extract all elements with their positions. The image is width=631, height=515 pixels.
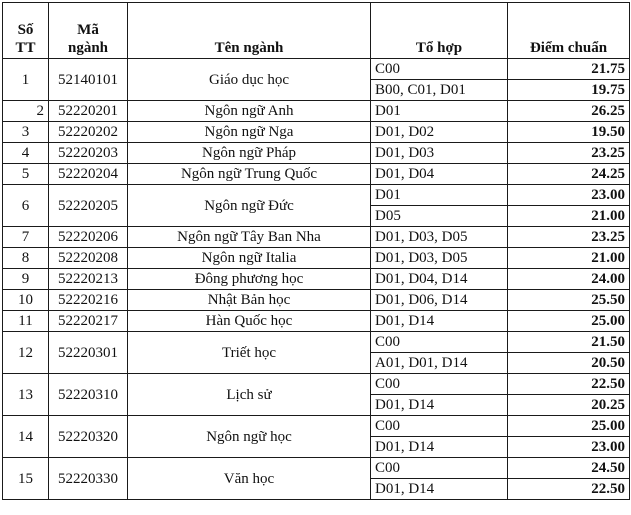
header-code	[49, 3, 128, 59]
cell-subject-combo: C00	[371, 458, 508, 479]
cell-subject-combo: D01, D02	[371, 122, 508, 143]
cell-stt: 7	[3, 227, 49, 248]
cell-major-name: Văn học	[128, 458, 371, 500]
cell-stt: 2	[3, 101, 49, 122]
table-row	[3, 269, 630, 290]
header-row	[3, 3, 630, 59]
cell-subject-combo: D01, D14	[371, 479, 508, 500]
table-row	[3, 290, 630, 311]
cell-major-name: Ngôn ngữ Italia	[128, 248, 371, 269]
cell-subject-combo: D01, D04	[371, 164, 508, 185]
cell-stt: 10	[3, 290, 49, 311]
cell-subject-combo: D01, D06, D14	[371, 290, 508, 311]
cell-subject-combo: D01, D03, D05	[371, 248, 508, 269]
cell-cutoff-score: 23.00	[508, 437, 630, 458]
cell-cutoff-score: 23.25	[508, 227, 630, 248]
cell-stt: 4	[3, 143, 49, 164]
cell-stt: 14	[3, 416, 49, 458]
table-row	[3, 374, 630, 395]
table-row	[3, 458, 630, 479]
cell-cutoff-score: 19.50	[508, 122, 630, 143]
cell-major-name: Hàn Quốc học	[128, 311, 371, 332]
cell-subject-combo: B00, C01, D01	[371, 80, 508, 101]
table-row	[3, 416, 630, 437]
cell-major-name: Ngôn ngữ Pháp	[128, 143, 371, 164]
cell-cutoff-score: 24.25	[508, 164, 630, 185]
cell-subject-combo: A01, D01, D14	[371, 353, 508, 374]
cell-major-name: Ngôn ngữ học	[128, 416, 371, 458]
cell-cutoff-score: 19.75	[508, 80, 630, 101]
cell-stt: 9	[3, 269, 49, 290]
table-row	[3, 227, 630, 248]
cell-stt: 15	[3, 458, 49, 500]
header-stt	[3, 3, 49, 59]
cell-major-code: 52220206	[49, 227, 128, 248]
cell-cutoff-score: 23.00	[508, 185, 630, 206]
cell-subject-combo: D01, D14	[371, 395, 508, 416]
cell-major-name: Đông phương học	[128, 269, 371, 290]
cell-cutoff-score: 20.50	[508, 353, 630, 374]
header-stt-line1: Số	[17, 22, 34, 38]
cell-stt: 13	[3, 374, 49, 416]
cell-cutoff-score: 22.50	[508, 374, 630, 395]
cell-major-code: 52220301	[49, 332, 128, 374]
cell-major-code: 52220320	[49, 416, 128, 458]
cell-major-code: 52140101	[49, 59, 128, 101]
table-row	[3, 185, 630, 206]
table-row	[3, 332, 630, 353]
header-stt-line2: TT	[15, 40, 36, 56]
cell-subject-combo: D01	[371, 185, 508, 206]
cell-cutoff-score: 21.50	[508, 332, 630, 353]
cell-cutoff-score: 21.75	[508, 59, 630, 80]
cell-major-name: Ngôn ngữ Tây Ban Nha	[128, 227, 371, 248]
cell-cutoff-score: 22.50	[508, 479, 630, 500]
cell-major-name: Lịch sử	[128, 374, 371, 416]
cell-stt: 8	[3, 248, 49, 269]
cell-major-name: Ngôn ngữ Anh	[128, 101, 371, 122]
table-row	[3, 101, 630, 122]
cell-subject-combo: D01, D03	[371, 143, 508, 164]
cell-cutoff-score: 24.50	[508, 458, 630, 479]
header-code-line2: ngành	[67, 40, 109, 56]
cell-subject-combo: C00	[371, 59, 508, 80]
cell-subject-combo: C00	[371, 416, 508, 437]
cell-major-code: 52220202	[49, 122, 128, 143]
cell-cutoff-score: 21.00	[508, 206, 630, 227]
cell-subject-combo: D01, D14	[371, 311, 508, 332]
table-row	[3, 164, 630, 185]
cell-subject-combo: C00	[371, 332, 508, 353]
cell-subject-combo: C00	[371, 374, 508, 395]
cell-major-name: Ngôn ngữ Nga	[128, 122, 371, 143]
cell-major-name: Ngôn ngữ Đức	[128, 185, 371, 227]
cell-stt: 3	[3, 122, 49, 143]
cell-subject-combo: D01, D03, D05	[371, 227, 508, 248]
cell-cutoff-score: 24.00	[508, 269, 630, 290]
cell-major-code: 52220217	[49, 311, 128, 332]
cell-major-name: Ngôn ngữ Trung Quốc	[128, 164, 371, 185]
table-row	[3, 311, 630, 332]
cell-major-name: Triết học	[128, 332, 371, 374]
cell-major-code: 52220204	[49, 164, 128, 185]
cell-major-code: 52220216	[49, 290, 128, 311]
table-row	[3, 248, 630, 269]
cell-major-code: 52220330	[49, 458, 128, 500]
cell-major-code: 52220310	[49, 374, 128, 416]
table-row	[3, 143, 630, 164]
cell-major-name: Giáo dục học	[128, 59, 371, 101]
header-name: Tên ngành	[128, 3, 371, 59]
table-body	[3, 59, 630, 500]
cell-cutoff-score: 21.00	[508, 248, 630, 269]
cell-cutoff-score: 26.25	[508, 101, 630, 122]
cell-cutoff-score: 25.00	[508, 416, 630, 437]
header-score: Điểm chuẩn	[508, 3, 630, 59]
table-row	[3, 59, 630, 80]
cell-major-code: 52220203	[49, 143, 128, 164]
cell-major-code: 52220205	[49, 185, 128, 227]
header-code-line1: Mã	[77, 22, 99, 38]
cell-cutoff-score: 25.00	[508, 311, 630, 332]
cell-subject-combo: D05	[371, 206, 508, 227]
cell-subject-combo: D01, D14	[371, 437, 508, 458]
cell-cutoff-score: 23.25	[508, 143, 630, 164]
cell-major-code: 52220201	[49, 101, 128, 122]
cell-subject-combo: D01, D04, D14	[371, 269, 508, 290]
cell-major-code: 52220208	[49, 248, 128, 269]
cell-cutoff-score: 20.25	[508, 395, 630, 416]
cell-subject-combo: D01	[371, 101, 508, 122]
cell-stt: 1	[3, 59, 49, 101]
cell-major-name: Nhật Bản học	[128, 290, 371, 311]
header-combo: Tổ hợp	[371, 3, 508, 59]
cell-stt: 5	[3, 164, 49, 185]
table-row	[3, 122, 630, 143]
cell-stt: 11	[3, 311, 49, 332]
cell-major-code: 52220213	[49, 269, 128, 290]
admission-scores-table	[2, 2, 630, 500]
cell-stt: 6	[3, 185, 49, 227]
cell-cutoff-score: 25.50	[508, 290, 630, 311]
cell-stt: 12	[3, 332, 49, 374]
